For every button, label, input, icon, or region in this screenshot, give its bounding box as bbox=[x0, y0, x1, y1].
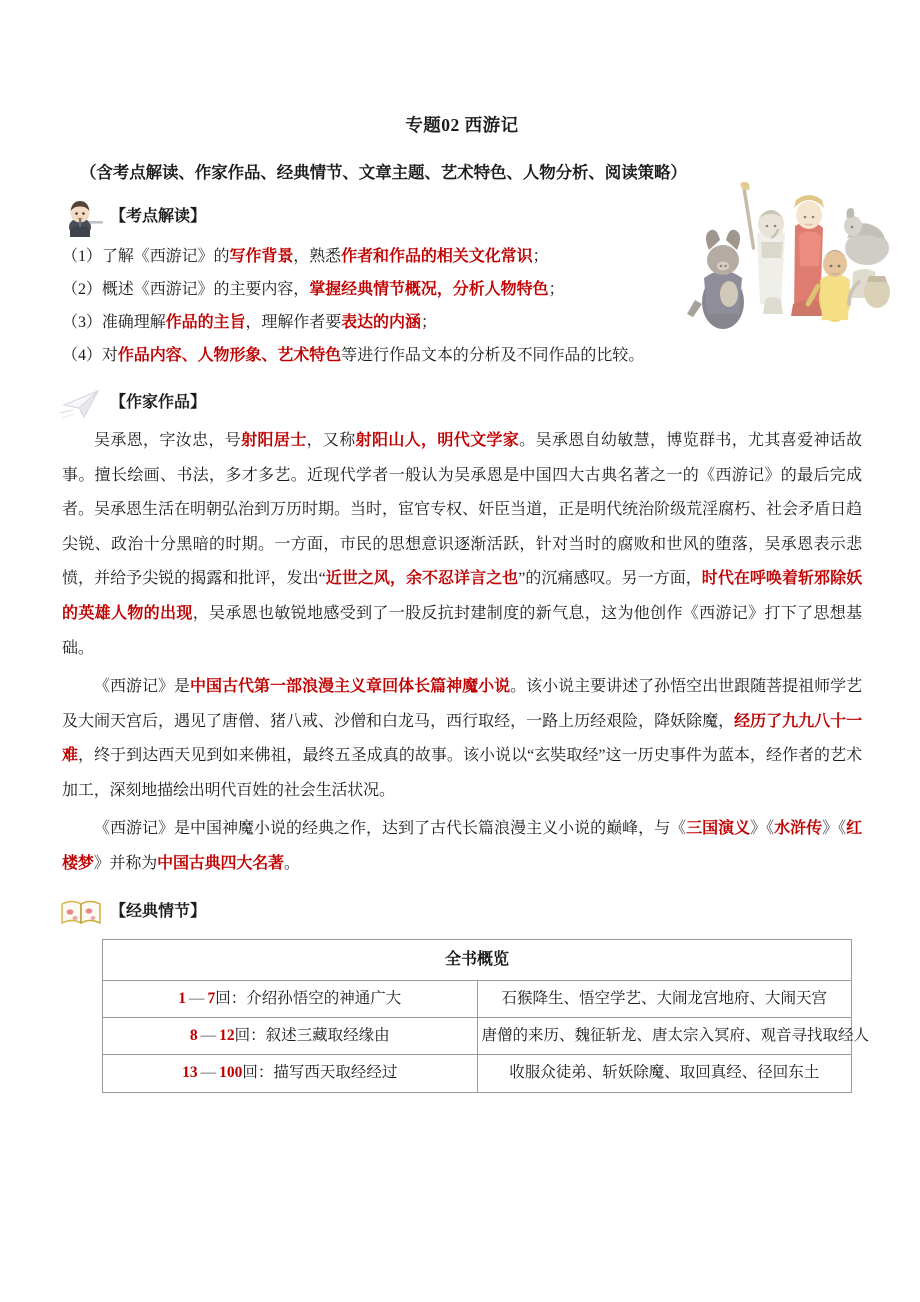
paper-plane-icon bbox=[58, 383, 106, 423]
section-heading-author-works bbox=[62, 386, 862, 420]
chapter-range-cell bbox=[103, 980, 478, 1017]
highlighted-text: 作品的主旨 bbox=[165, 314, 246, 332]
highlighted-text: 写作背景 bbox=[229, 247, 294, 265]
chapter-description: 回：介绍孙悟空的神通广大 bbox=[215, 989, 402, 1007]
body-paragraph bbox=[62, 424, 862, 666]
highlighted-text: 水浒传 bbox=[774, 820, 823, 838]
body-text: 吴承恩，字汝忠，号 bbox=[94, 432, 242, 450]
table-body bbox=[103, 980, 870, 1092]
body-paragraph bbox=[62, 670, 862, 808]
chapter-description: 回：描写西天取经经过 bbox=[242, 1064, 398, 1082]
body-text: 《西游记》是 bbox=[94, 678, 191, 696]
highlighted-text: 三国演义 bbox=[686, 820, 751, 838]
exam-point-item bbox=[62, 273, 862, 306]
body-text: 准确理解 bbox=[101, 314, 166, 332]
chapter-range-dash: — bbox=[200, 1027, 217, 1045]
exam-points-list bbox=[62, 240, 862, 372]
highlighted-text: 掌握经典情节概况，分析人物特色 bbox=[309, 280, 549, 298]
table-row bbox=[103, 980, 852, 1017]
highlighted-text: 经历了九九八十一难 bbox=[62, 712, 862, 765]
chapter-start: 13 bbox=[182, 1064, 198, 1082]
page-subtitle: （含考点解读、作家作品、经典情节、文章主题、艺术特色、人物分析、阅读策略） bbox=[80, 163, 687, 183]
open-book-icon bbox=[58, 892, 106, 932]
table-header-row bbox=[103, 940, 852, 980]
highlighted-text: 时代在呼唤着斩邪除妖的英雄人物的出现 bbox=[62, 570, 862, 622]
chapter-start: 1 bbox=[178, 989, 186, 1007]
body-text: 概述《西游记》的主要内容， bbox=[101, 280, 310, 298]
overview-table bbox=[102, 939, 870, 1093]
body-text: ，理解作者要 bbox=[245, 314, 342, 332]
chapter-end: 100 bbox=[219, 1064, 243, 1082]
document-content bbox=[62, 0, 870, 1093]
highlighted-text: 表达的内涵 bbox=[341, 314, 421, 332]
table-title: 全书概览 bbox=[103, 940, 852, 980]
page-title: 专题02 西游记 bbox=[405, 115, 519, 135]
body-text: ； bbox=[548, 280, 565, 298]
body-paragraph bbox=[62, 812, 862, 881]
body-text: 。 bbox=[283, 854, 300, 872]
chapter-end: 7 bbox=[207, 989, 216, 1007]
body-text: ，熟悉 bbox=[293, 247, 342, 265]
highlighted-text: 作者和作品的相关文化常识 bbox=[341, 247, 533, 265]
exam-point-number: （4） bbox=[62, 347, 102, 365]
chapter-range-dash: — bbox=[188, 989, 205, 1007]
highlighted-text: 中国古代第一部浪漫主义章回体长篇神魔小说 bbox=[190, 678, 511, 696]
section-heading-classic-plots bbox=[62, 895, 862, 929]
chapter-range-cell bbox=[103, 1055, 478, 1092]
plot-table-container bbox=[62, 939, 870, 1093]
table-row bbox=[103, 1018, 852, 1055]
highlighted-text: 射阳山人，明代文学家 bbox=[355, 432, 520, 450]
chapter-range-dash: — bbox=[200, 1064, 217, 1082]
exam-point-number: （2） bbox=[62, 280, 102, 298]
body-text: 》《 bbox=[822, 820, 847, 838]
body-text: ，终于到达西天见到如来佛祖，最终五圣成真的故事。该小说以“玄奘取经”这一历史事件为蓝本，经作者的艺术加工，深刻地描绘出明代百姓的社会生活状况。 bbox=[62, 747, 862, 799]
body-text: ，吴承恩也敏锐地感受到了一股反抗封建制度的新气息，这为他创作《西游记》打下了思想基础。 bbox=[62, 604, 862, 657]
chapter-end: 12 bbox=[219, 1027, 235, 1045]
body-text: 《西游记》是中国神魔小说的经典之作，达到了古代长篇浪漫主义小说的巅峰，与《 bbox=[94, 820, 687, 838]
chapter-start: 8 bbox=[189, 1027, 198, 1045]
plot-detail-cell: 收服众徒弟、斩妖除魔、取回真经、径回东土 bbox=[477, 1055, 852, 1092]
highlighted-text: 近世之风，余不忍详言之也 bbox=[325, 570, 519, 588]
highlighted-text: 作品内容、人物形象、艺术特色 bbox=[117, 347, 342, 365]
chapter-range-cell bbox=[103, 1018, 478, 1055]
exam-point-number: （3） bbox=[62, 314, 102, 332]
body-text: ； bbox=[420, 314, 437, 332]
section-heading-label: 【经典情节】 bbox=[110, 903, 207, 921]
exam-point-item bbox=[62, 306, 862, 339]
section-heading-label: 【作家作品】 bbox=[110, 394, 207, 412]
highlighted-text: 射阳居士 bbox=[241, 432, 307, 450]
chapter-description: 回：叙述三藏取经缘由 bbox=[234, 1027, 390, 1045]
body-text: ”的沉痛感叹。另一方面， bbox=[518, 570, 702, 588]
body-text: 了解《西游记》的 bbox=[101, 247, 230, 265]
exam-point-item bbox=[62, 339, 862, 372]
body-text: 等进行作品文本的分析及不同作品的比较。 bbox=[341, 347, 645, 365]
body-text: 对 bbox=[101, 347, 118, 365]
highlighted-text: 中国古典四大名著 bbox=[157, 854, 284, 872]
section-heading-exam-points bbox=[62, 200, 862, 234]
exam-point-number: （1） bbox=[62, 247, 102, 265]
body-text: 》《 bbox=[750, 820, 775, 838]
section-heading-label: 【考点解读】 bbox=[110, 207, 207, 225]
table-row bbox=[103, 1055, 852, 1092]
highlighted-text: 红楼梦 bbox=[62, 820, 863, 872]
plot-detail-cell: 唐僧的来历、魏征斩龙、唐太宗入冥府、观音寻找取经人 bbox=[477, 1018, 852, 1055]
body-text: ； bbox=[532, 247, 549, 265]
body-text: ，又称 bbox=[306, 432, 356, 450]
body-text: 》并称为 bbox=[93, 854, 158, 872]
body-text: 。该小说主要讲述了孙悟空出世跟随菩提祖师学艺及大闹天宫后，遇见了唐僧、猪八戒、沙僧和白龙马，西行取经，一路上历经艰险，降妖除魔， bbox=[62, 678, 862, 730]
body-text: 。吴承恩自幼敏慧，博览群书，尤其喜爱神话故事。擅长绘画、书法，多才多艺。近现代学者一般认为吴承恩是中国四大古典名著之一的《西游记》的最后完成者。吴承恩生活在明朝弘治到万历时期。当时，宦官专权、奸臣当道，正是明代统治阶级荒淫腐朽、社会矛盾日趋尖锐、政治十分黑暗的时期。一方面，市民的思想意识逐渐活跃，针对当时的腐败和世风的堕落，吴承恩表示悲愤，并给予尖锐的揭露和批评，发出“ bbox=[62, 432, 862, 588]
exam-point-item bbox=[62, 240, 862, 273]
plot-detail-cell: 石猴降生、悟空学艺、大闹龙宫地府、大闹天宫 bbox=[477, 980, 852, 1017]
teacher-avatar-icon bbox=[58, 197, 106, 237]
author-works-body bbox=[62, 424, 862, 881]
